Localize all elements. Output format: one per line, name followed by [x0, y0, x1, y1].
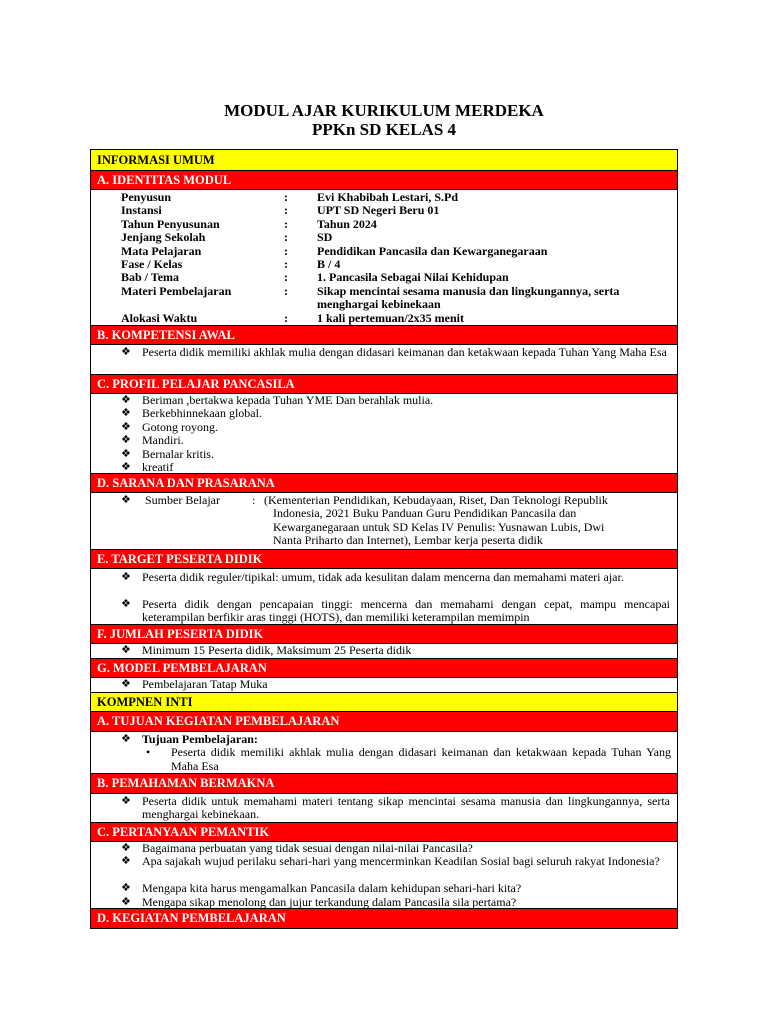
sarana-line: Nanta Priharto dan Internet), Lembar kerja peserta didik: [273, 533, 543, 548]
identitas-colon: :: [284, 190, 288, 204]
jumlah-row: [91, 644, 677, 659]
sarana-label: Sumber Belajar: [145, 493, 220, 507]
identitas-colon: :: [284, 243, 288, 258]
list-item: Beriman ,bertakwa kepada Tuhan YME Dan berahlak mulia.: [142, 393, 434, 407]
identitas-value: Pendidikan Pancasila dan Kewarganegaraan: [317, 243, 548, 258]
bullet-icon: ❖: [121, 407, 131, 420]
section-header-target: E. TARGET PESERTA DIDIK: [91, 550, 677, 569]
identitas-value: Tahun 2024: [317, 216, 377, 231]
sarana-row: [91, 493, 677, 550]
module-subtitle: PPKn SD KELAS 4: [311, 120, 457, 139]
module-table: [90, 149, 678, 929]
identitas-colon: :: [284, 283, 288, 298]
list-item: Berkebhinnekaan global.: [142, 406, 262, 421]
section-header-pemahaman: B. PEMAHAMAN BERMAKNA: [91, 774, 677, 794]
identitas-value: Sikap mencintai sesama manusia dan lingkungannya, serta: [317, 283, 620, 298]
bullet-icon: ❖: [121, 598, 131, 610]
list-item: Bagaimana perbuatan yang tidak sesuai dengan nilai-nilai Pancasila?: [142, 841, 473, 855]
sarana-line: Indonesia, 2021 Buku Panduan Guru Pendidikan Pancasila dan: [273, 506, 577, 521]
bullet-icon: ❖: [121, 644, 131, 656]
section-header-pertanyaan: C. PERTANYAAN PEMANTIK: [91, 823, 677, 842]
list-item: Mandiri.: [142, 433, 184, 448]
tujuan-row: [91, 732, 677, 774]
bullet-icon: ❖: [121, 855, 131, 868]
bullet-icon: ❖: [121, 571, 131, 583]
bullet-icon: ❖: [121, 795, 131, 807]
section-header-kegiatan: D. KEGIATAN PEMBELAJARAN: [91, 909, 677, 928]
tujuan-label: Tujuan Pembelajaran:: [142, 732, 258, 746]
identitas-colon: :: [284, 203, 288, 218]
identitas-label: Fase / Kelas: [121, 257, 183, 271]
bullet-icon: ❖: [121, 447, 131, 460]
identitas-label: Mata Pelajaran: [121, 243, 202, 258]
list-item: kreatif: [142, 460, 174, 474]
bullet-icon: ❖: [121, 678, 131, 690]
bullet-icon: ❖: [121, 346, 131, 358]
identitas-label: Jenjang Sekolah: [121, 230, 206, 245]
model-row: [91, 678, 677, 693]
section-header-informasi-umum: INFORMASI UMUM: [91, 150, 677, 171]
identitas-value: B / 4: [317, 257, 341, 271]
identitas-label: Bab / Tema: [121, 270, 180, 285]
list-item: Pembelajaran Tatap Muka: [142, 677, 268, 691]
pertanyaan-row: [91, 842, 677, 909]
bullet-icon: ❖: [121, 895, 131, 908]
section-header-komponen-inti: KOMPNEN INTI: [91, 693, 677, 712]
bullet-icon: ❖: [121, 494, 131, 506]
kompetensi-row: [91, 345, 677, 375]
identitas-value-cont: menghargai kebinekaan: [317, 297, 441, 312]
bullet-icon: ❖: [121, 420, 131, 433]
list-item: Mengapa sikap menolong dan jujur terkandung dalam Pancasila sila pertama?: [142, 894, 517, 909]
section-header-tujuan: A. TUJUAN KEGIATAN PEMBELAJARAN: [91, 712, 677, 732]
list-item: Apa sajakah wujud perilaku sehari-hari yang mencerminkan Keadilan Sosial bagi seluruh rakyat Indonesia?: [142, 854, 660, 869]
identitas-label: Tahun Penyusunan: [121, 216, 220, 231]
list-item: Mengapa kita harus mengamalkan Pancasila dalam kehidupan sehari-hari kita?: [142, 881, 522, 896]
identitas-label: Penyusun: [121, 190, 172, 204]
dot-bullet-icon: •: [146, 745, 151, 760]
identitas-colon: :: [284, 230, 288, 245]
bullet-icon: ❖: [121, 882, 131, 895]
identitas-value: 1. Pancasila Sebagai Nilai Kehidupan: [317, 270, 509, 285]
bullet-icon: ❖: [121, 394, 131, 406]
identitas-label: Instansi: [121, 203, 162, 218]
identitas-label: Alokasi Waktu: [121, 311, 198, 325]
pemahaman-row: [91, 794, 677, 823]
identitas-colon: :: [284, 311, 288, 325]
identitas-value: SD: [317, 230, 333, 245]
section-header-model: G. MODEL PEMBELAJARAN: [91, 659, 677, 678]
identitas-value: 1 kali pertemuan/2x35 menit: [317, 311, 464, 325]
section-header-profil: C. PROFIL PELAJAR PANCASILA: [91, 375, 677, 394]
list-item: Peserta didik dengan pencapaian tinggi: mencerna dan memahami dengan cepat, mampu mencapai keterampilan berfikir aras tinggi (HOTS), dan memiliki keterampilan memimpin: [142, 597, 670, 625]
identitas-label: Materi Pembelajaran: [121, 283, 232, 298]
list-item: Minimum 15 Peserta didik, Maksimum 25 Peserta didik: [142, 643, 412, 657]
list-item: Peserta didik reguler/tipikal: umum, tidak ada kesulitan dalam mencerna dan memahami materi ajar.: [142, 570, 624, 584]
profil-row: [91, 394, 677, 474]
list-item: Peserta didik untuk memahami materi tentang sikap mencintai sesama manusia dan lingkungannya, serta menghargai kebinekaan.: [142, 794, 670, 822]
section-header-jumlah: F. JUMLAH PESERTA DIDIK: [91, 625, 677, 644]
bullet-icon: ❖: [121, 461, 131, 473]
identitas-value: Evi Khabibah Lestari, S.Pd: [317, 190, 459, 204]
list-item: Peserta didik memiliki akhlak mulia dengan didasari keimanan dan ketakwaan kepada Tuhan Yang Maha Esa: [142, 345, 667, 359]
section-header-kompetensi: B. KOMPETENSI AWAL: [91, 326, 677, 345]
identitas-row: [91, 190, 677, 326]
identitas-colon: :: [284, 270, 288, 285]
sarana-line: Kewarganegaraan untuk SD Kelas IV Penulis: Yusnawan Lubis, Dwi: [273, 519, 605, 534]
identitas-colon: :: [284, 257, 288, 271]
sarana-line: (Kementerian Pendidikan, Kebudayaan, Riset, Dan Teknologi Republik: [264, 493, 608, 507]
bullet-icon: ❖: [121, 733, 131, 745]
list-item: Bernalar kritis.: [142, 446, 214, 461]
target-row: [91, 569, 677, 625]
bullet-icon: ❖: [121, 434, 131, 447]
list-item: Peserta didik memiliki akhlak mulia dengan didasari keimanan dan ketakwaan kepada Tuhan Yang Maha Esa: [171, 745, 671, 773]
identitas-colon: :: [284, 216, 288, 231]
bullet-icon: ❖: [121, 842, 131, 854]
module-title: MODUL AJAR KURIKULUM MERDEKA: [224, 101, 544, 120]
sarana-colon: :: [252, 493, 256, 507]
section-header-identitas: A. IDENTITAS MODUL: [91, 171, 677, 190]
section-header-sarana: D. SARANA DAN PRASARANA: [91, 474, 677, 493]
identitas-value: UPT SD Negeri Beru 01: [317, 203, 440, 218]
list-item: Gotong royong.: [142, 419, 218, 434]
